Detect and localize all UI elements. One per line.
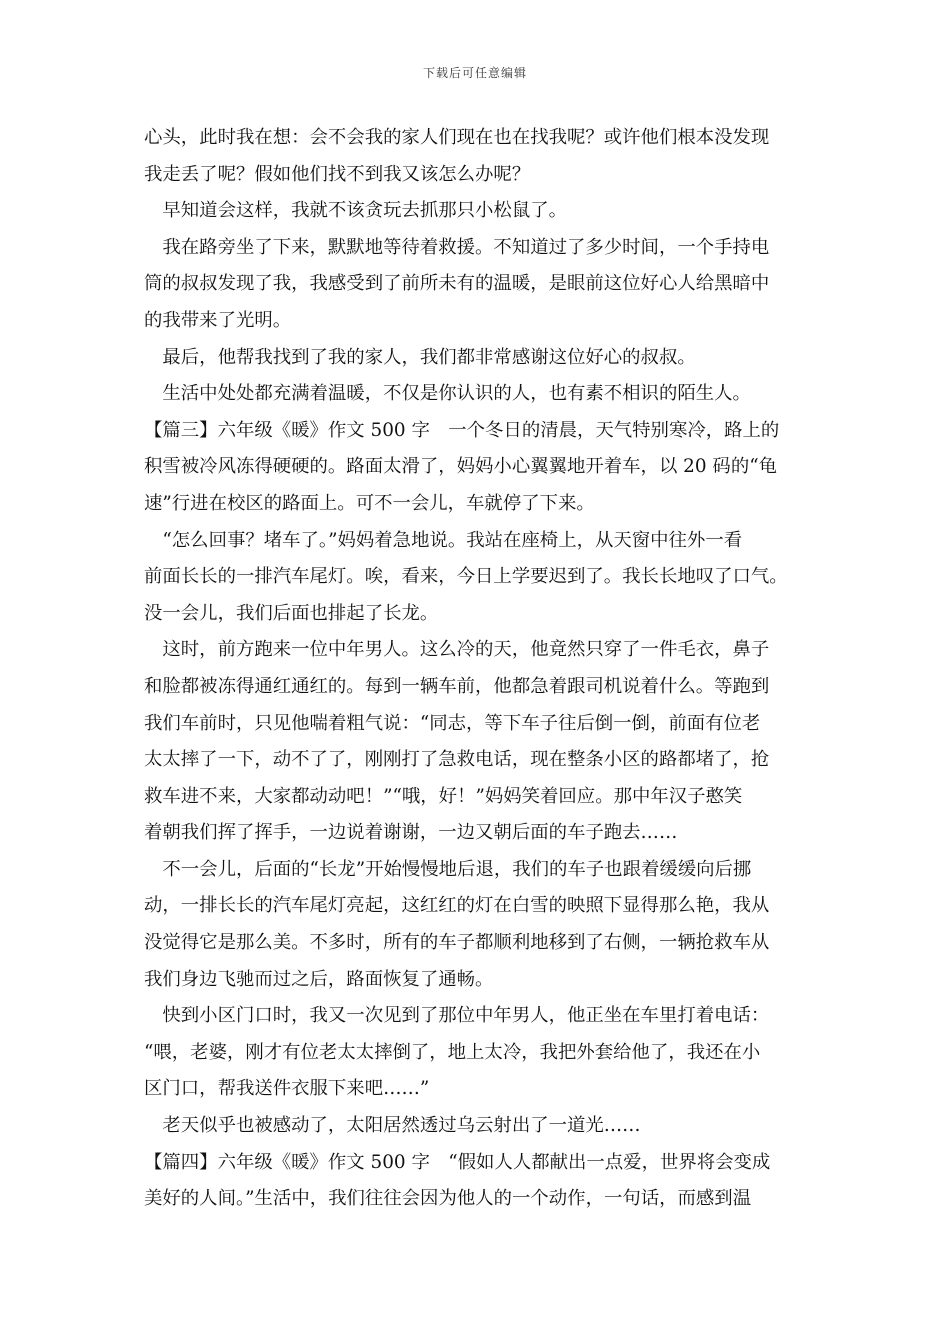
text-line: 积雪被冷风冻得硬硬的。路面太滑了，妈妈小心翼翼地开着车，以 20 码的“龟 <box>144 456 777 478</box>
text-line: 前面长长的一排汽车尾灯。唉，看来，今日上学要迟到了。我长长地叹了口气。 <box>144 566 788 588</box>
text-line: 我走丢了呢？假如他们找不到我又该怎么办呢？ <box>144 163 531 185</box>
text-line: “怎么回事？堵车了。”妈妈着急地说。我站在座椅上，从天窗中往外一看 <box>144 529 743 551</box>
text-line: 救车进不来，大家都动动吧！”“哦，好！”妈妈笑着回应。那中年汉子憨笑 <box>144 785 743 807</box>
text-line: 早知道会这样，我就不该贪玩去抓那只小松鼠了。 <box>144 200 567 222</box>
text-line: “喂，老婆，刚才有位老太太摔倒了，地上太冷，我把外套给他了，我还在小 <box>144 1041 761 1063</box>
page-header: 下载后可任意编辑 <box>422 66 527 80</box>
text-line: 动，一排长长的汽车尾灯亮起，这红红的灯在白雪的映照下显得那么艳，我从 <box>144 895 770 917</box>
text-line: 我在路旁坐了下来，默默地等待着救援。不知道过了多少时间，一个手持电 <box>144 236 770 258</box>
text-line: 不一会儿，后面的“长龙”开始慢慢地后退，我们的车子也跟着缓缓向后挪 <box>144 858 752 880</box>
text-line: 最后，他帮我找到了我的家人，我们都非常感谢这位好心的叔叔。 <box>144 346 696 368</box>
text-line: 这时，前方跑来一位中年男人。这么冷的天，他竟然只穿了一件毛衣，鼻子 <box>144 639 770 661</box>
text-line: 老天似乎也被感动了，太阳居然透过乌云射出了一道光…… <box>144 1115 641 1137</box>
text-line: 我们身边飞驰而过之后，路面恢复了通畅。 <box>144 968 494 990</box>
text-line: 快到小区门口时，我又一次见到了那位中年男人，他正坐在车里打着电话： <box>144 1005 770 1027</box>
text-line: 【篇三】六年级《暖》作文 500 字 一个冬日的清晨，天气特别寒冷，路上的 <box>144 419 780 441</box>
text-line: 【篇四】六年级《暖》作文 500 字 “假如人人都献出一点爱，世界将会变成 <box>144 1151 771 1173</box>
text-line: 没觉得它是那么美。不多时，所有的车子都顺利地移到了右侧，一辆抢救车从 <box>144 932 770 954</box>
document-body <box>144 120 812 1218</box>
text-line: 速”行进在校区的路面上。可不一会儿，车就停了下来。 <box>144 492 595 514</box>
text-line: 和脸都被冻得通红通红的。每到一辆车前，他都急着跟司机说着什么。等跑到 <box>144 675 770 697</box>
text-line: 的我带来了光明。 <box>144 309 292 331</box>
text-line: 太太摔了一下，动不了了，刚刚打了急救电话，现在整条小区的路都堵了，抢 <box>144 749 770 771</box>
text-line: 美好的人间。”生活中，我们往往会因为他人的一个动作，一句话，而感到温 <box>144 1188 752 1210</box>
text-line: 筒的叔叔发现了我，我感受到了前所未有的温暖，是眼前这位好心人给黑暗中 <box>144 273 770 295</box>
text-line: 没一会儿，我们后面也排起了长龙。 <box>144 602 439 624</box>
text-line: 着朝我们挥了挥手，一边说着谢谢，一边又朝后面的车子跑去…… <box>144 822 678 844</box>
text-line: 区门口，帮我送件衣服下来吧……” <box>144 1078 430 1100</box>
text-line: 心头，此时我在想：会不会我的家人们现在也在找我呢？或许他们根本没发现 <box>144 127 770 148</box>
text-line: 我们车前时，只见他喘着粗气说：“同志，等下车子往后倒一倒，前面有位老 <box>144 712 761 734</box>
text-line: 生活中处处都充满着温暖，不仅是你认识的人，也有素不相识的陌生人。 <box>144 383 751 405</box>
